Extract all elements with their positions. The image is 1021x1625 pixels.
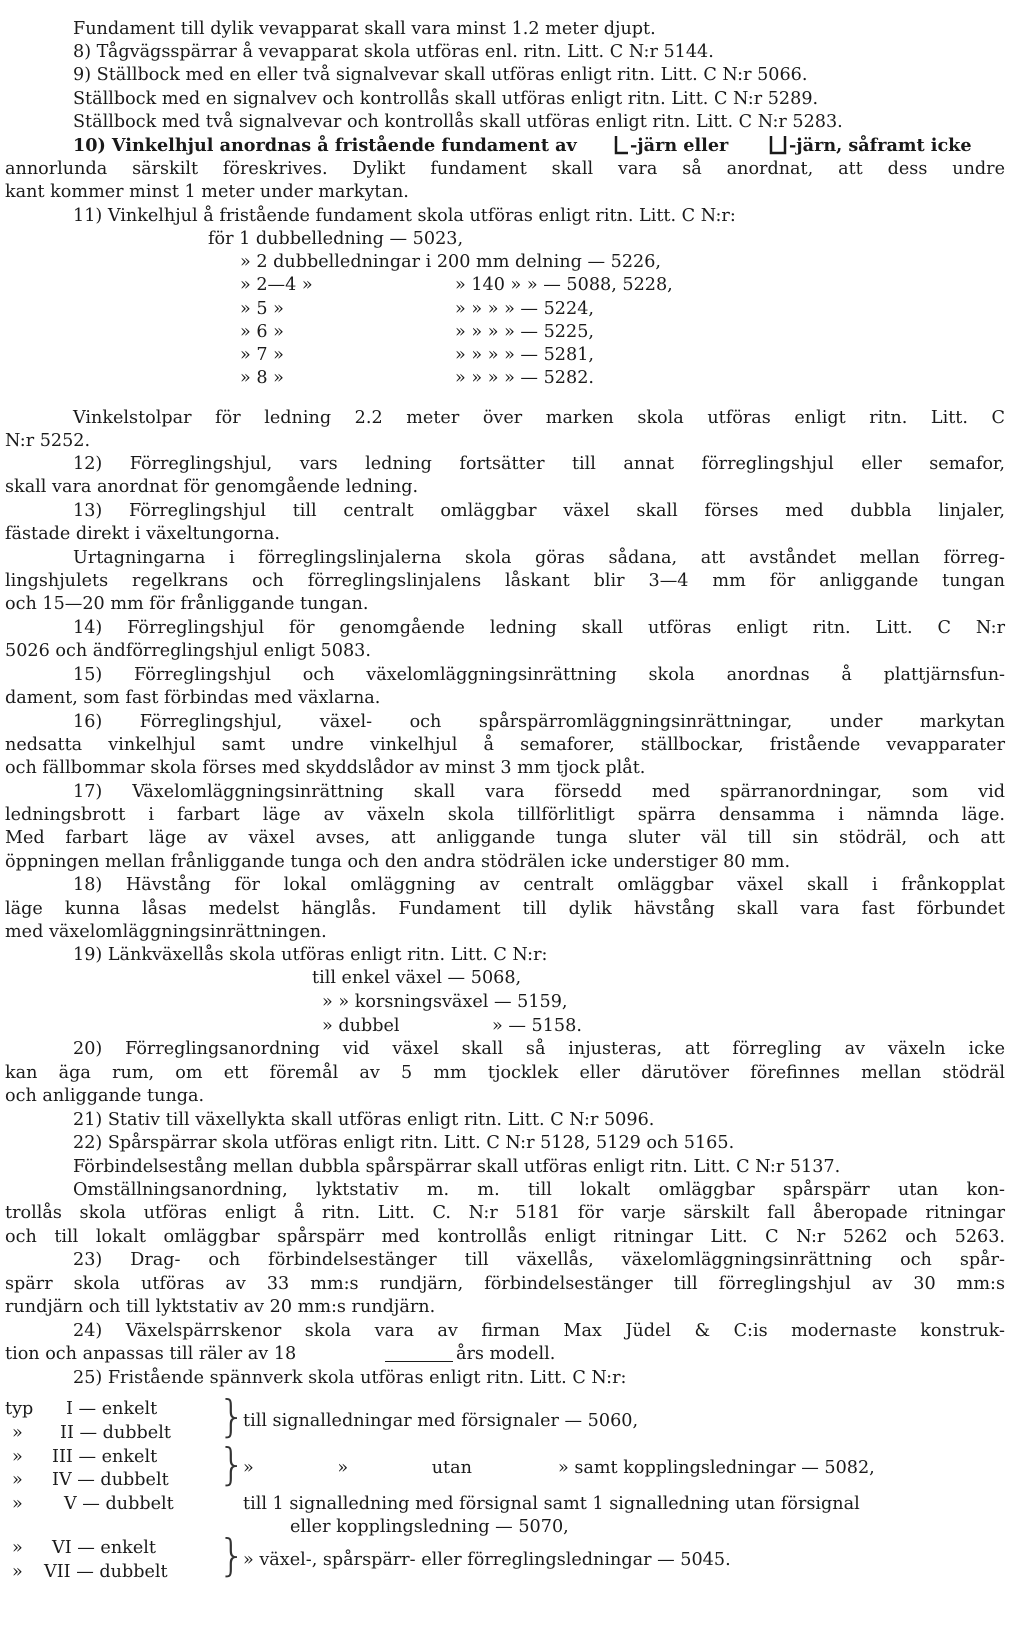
table-row: » växel-, spårspärr- eller förreglingsledningar — 5045.: [243, 1550, 731, 1570]
text-line: N:r 5252.: [5, 431, 91, 451]
text-line: dament, som fast förbindas med växlarna.: [5, 688, 381, 708]
text-line: Fundament till dylik vevapparat skall vara minst 1.2 meter djupt.: [73, 19, 656, 39]
text-line: 23) Drag- och förbindelsestänger till växellås, växelomläggningsinrättning och spår-: [73, 1250, 1005, 1270]
table-row: » 8 »: [240, 368, 284, 388]
table-row: » » » » — 5224,: [455, 299, 594, 319]
text-line: Urtagningarna i förreglingslinjalerna skola göras sådana, att avståndet mellan förreg-: [73, 548, 1005, 568]
text-line: fästade direkt i växeltungorna.: [5, 524, 280, 544]
text-line: kan äga rum, om ett föremål av 5 mm tjocklek eller därutöver förefinnes mellan stödräl: [5, 1063, 1005, 1083]
type-entry: IV — dubbelt: [52, 1470, 169, 1490]
text-line: 18) Hävstång för lokal omläggning av centralt omläggbar växel skall i frånkopplat: [73, 875, 1005, 895]
table-row: » — 5158.: [492, 1016, 582, 1036]
text-line: lingshjulets regelkrans och förreglingslinjalens låskant blir 3—4 mm för anliggande tungan: [5, 571, 1005, 591]
text-line: tion och anpassas till räler av 18: [5, 1344, 297, 1364]
text-line: 24) Växelspärrskenor skola vara av firman Max Jüdel & C:is modernaste konstruk-: [73, 1321, 1005, 1341]
text-line: rundjärn och till lyktstativ av 20 mm:s rundjärn.: [5, 1297, 436, 1317]
brace: }: [218, 1391, 246, 1442]
ditto-mark: »: [12, 1562, 23, 1582]
text-line: 11) Vinkelhjul å fristående fundament skola utföras enligt ritn. Litt. C N:r:: [73, 206, 736, 226]
text-line: 9) Ställbock med en eller två signalvevar skall utföras enligt ritn. Litt. C N:r 5066.: [73, 65, 808, 85]
type-entry: V — dubbelt: [64, 1494, 174, 1514]
text-line: 25) Fristående spännverk skola utföras enligt ritn. Litt. C N:r:: [73, 1368, 627, 1388]
text-line: 8) Tågvägsspärrar å vevapparat skola utföras enl. ritn. Litt. C N:r 5144.: [73, 42, 714, 62]
text-line: 21) Stativ till växellykta skall utföras enligt ritn. Litt. C N:r 5096.: [73, 1110, 655, 1130]
ditto-mark: »: [12, 1538, 23, 1558]
type-entry: VII — dubbelt: [44, 1562, 168, 1582]
type-entry: II — dubbelt: [60, 1423, 171, 1443]
table-row: till signalledningar med försignaler — 5060,: [243, 1411, 639, 1431]
table-row: » samt kopplingsledningar — 5082,: [558, 1458, 875, 1478]
table-row: » » » » — 5225,: [455, 322, 594, 342]
text-line: annorlunda särskilt föreskrives. Dylikt fundament skall vara så anordnat, att dess undre: [5, 159, 1005, 179]
ditto-mark: »: [12, 1470, 23, 1490]
text-line: nedsatta vinkelhjul samt undre vinkelhjul å semaforer, ställbockar, fristående vevapparater: [5, 735, 1005, 755]
brace: }: [218, 1439, 246, 1490]
blank-line: [385, 1361, 453, 1362]
table-row: » 6 »: [240, 322, 284, 342]
table-row: » » » » — 5281,: [455, 345, 594, 365]
text-line: läge kunna låsas medelst hänglås. Fundament till dylik hävstång skall vara fast förbundet: [5, 899, 1005, 919]
table-row: » 2—4 »: [240, 275, 313, 295]
text-line: 5026 och ändförreglingshjul enligt 5083.: [5, 641, 371, 661]
ditto-mark: »: [12, 1447, 23, 1467]
text-line: och fällbommar skola förses med skyddslådor av minst 3 mm tjock plåt.: [5, 758, 646, 778]
text-line: 14) Förreglingshjul för genomgående ledning skall utföras enligt ritn. Litt. C N:r: [73, 618, 1005, 638]
text-line: -järn eller: [630, 135, 729, 156]
text-line: och 15—20 mm för frånliggande tungan.: [5, 594, 369, 614]
table-row: » dubbel: [322, 1016, 400, 1036]
text-line: 22) Spårspärrar skola utföras enligt ritn. Litt. C N:r 5128, 5129 och 5165.: [73, 1133, 735, 1153]
brace: }: [218, 1530, 246, 1581]
table-row: » 7 »: [240, 345, 284, 365]
table-row: » 5 »: [240, 299, 284, 319]
text-line: med växelomläggningsinrättningen.: [5, 922, 327, 942]
ditto-mark: »: [12, 1423, 23, 1443]
table-row: » » utan: [243, 1458, 472, 1478]
text-line: 16) Förreglingshjul, växel- och spårspärromläggningsinrättningar, under markytan: [73, 712, 1005, 732]
text-line: 10) Vinkelhjul anordnas å fristående fundament av: [73, 135, 577, 156]
text-line: -järn, såframt icke: [789, 135, 972, 156]
table-row: » » korsningsväxel — 5159,: [322, 992, 568, 1012]
table-row: » 2 dubbelledningar i 200 mm delning — 5226,: [240, 252, 661, 272]
text-line: 19) Länkväxellås skola utföras enligt ritn. Litt. C N:r:: [73, 945, 548, 965]
text-line: kant kommer minst 1 meter under markytan.: [5, 182, 409, 202]
text-line: års modell.: [456, 1344, 556, 1364]
ditto-mark: »: [12, 1494, 23, 1514]
text-line: Ställbock med en signalvev och kontrollås skall utföras enligt ritn. Litt. C N:r 5289.: [73, 89, 819, 109]
type-entry: VI — enkelt: [52, 1538, 156, 1558]
text-line: ledningsbrott i farbart läge av växeln skola tillförlitligt spärra densamma i nämnda läge.: [5, 805, 1005, 825]
text-line: 12) Förreglingshjul, vars ledning fortsätter till annat förreglingshjul eller semafor,: [73, 454, 1005, 474]
table-row: till enkel växel — 5068,: [312, 968, 522, 988]
table-row: eller kopplingsledning — 5070,: [290, 1517, 569, 1537]
text-line: 20) Förreglingsanordning vid växel skall så injusteras, att förregling av växeln icke: [73, 1039, 1005, 1059]
text-line: Ställbock med två signalvevar och kontrollås skall utföras enligt ritn. Litt. C N:r 5283.: [73, 112, 843, 132]
text-line: och till lokalt omläggbar spårspärr med kontrollås enligt ritningar Litt. C N:r 5262 och 5263.: [5, 1227, 1005, 1247]
text-line: spärr skola utföras av 33 mm:s rundjärn, förbindelsestänger till förreglingshjul av 30 mm:s: [5, 1274, 1005, 1294]
type-entry: III — enkelt: [52, 1447, 158, 1467]
text-line: Vinkelstolpar för ledning 2.2 meter över marken skola utföras enligt ritn. Litt. C: [73, 408, 1005, 428]
type-label: typ: [5, 1399, 34, 1419]
type-entry: I — enkelt: [66, 1399, 158, 1419]
text-line: Förbindelsestång mellan dubbla spårspärrar skall utföras enligt ritn. Litt. C N:r 5137.: [73, 1157, 841, 1177]
text-line: trollås skola utföras enligt å ritn. Litt. C. N:r 5181 för varje särskilt fall åberopade ritningar: [5, 1203, 1005, 1223]
table-row: för 1 dubbelledning — 5023,: [208, 229, 464, 249]
table-row: » 140 » » — 5088, 5228,: [455, 275, 673, 295]
table-row: » » » » — 5282.: [455, 368, 594, 388]
text-line: Med farbart läge av växel avses, att anliggande tunga sluter väl till sin stödräl, och att: [5, 828, 1005, 848]
text-line: 15) Förreglingshjul och växelomläggningsinrättning skola anordnas å plattjärnsfun-: [73, 665, 1005, 685]
text-line: och anliggande tunga.: [5, 1086, 205, 1106]
text-line: skall vara anordnat för genomgående ledning.: [5, 477, 419, 497]
text-line: 13) Förreglingshjul till centralt omläggbar växel skall förses med dubbla linjaler,: [73, 501, 1005, 521]
text-line: 17) Växelomläggningsinrättning skall vara försedd med spärranordningar, som vid: [73, 782, 1005, 802]
text-line: Omställningsanordning, lyktstativ m. m. till lokalt omläggbar spårspärr utan kon-: [73, 1180, 1005, 1200]
table-row: till 1 signalledning med försignal samt 1 signalledning utan försignal: [243, 1494, 860, 1514]
text-line: öppningen mellan frånliggande tunga och den andra stödrälen icke understiger 80 mm.: [5, 852, 791, 872]
